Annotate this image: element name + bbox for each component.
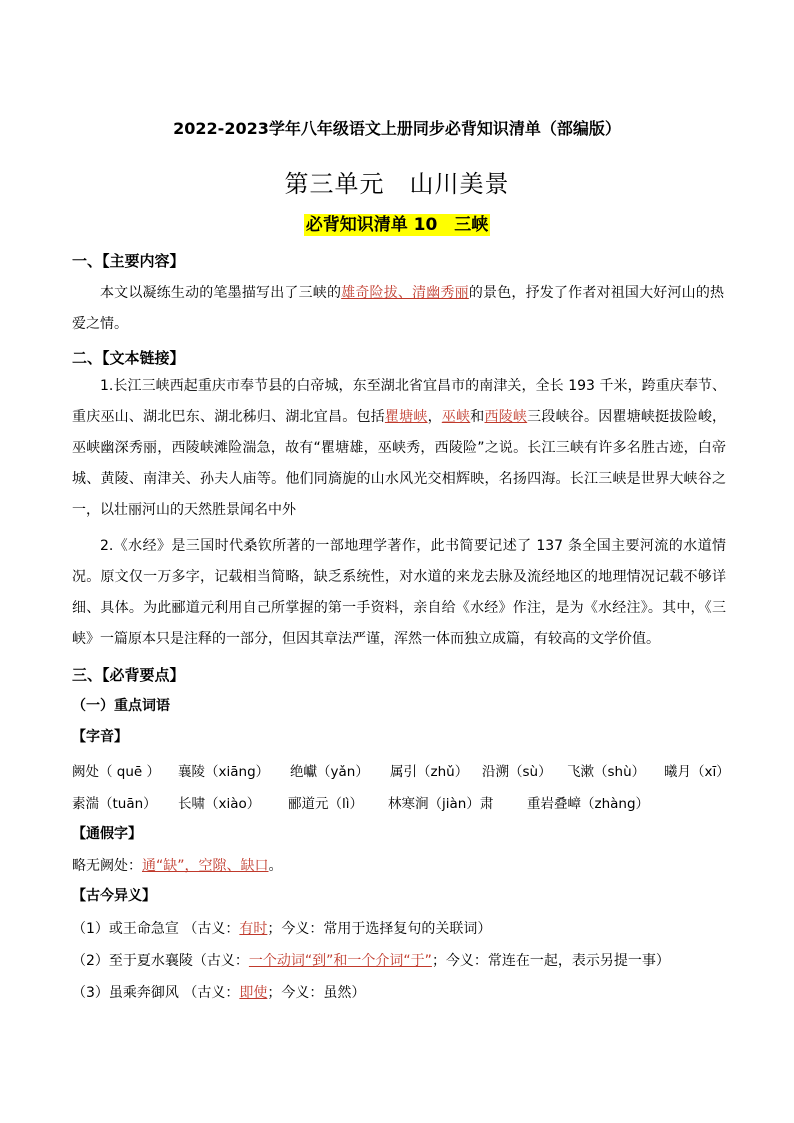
pronunciation-item: 素湍（tuān） (72, 796, 157, 812)
gujin-item-suffix: ；今义：虽然） (267, 985, 366, 1001)
pronunciation-item: 襄陵（xiāng） (178, 764, 270, 780)
subheading-key-words: （一）重点词语 (72, 698, 170, 714)
unit-title: 第三单元 山川美景 (284, 170, 510, 198)
p1-sep-1: ， (427, 409, 442, 425)
p1-text-a: 1.长江三峡西起重庆市奉节县的白帝城，东至湖北省宜昌市的南津关，全长 193 千米，跨重庆奉节、重庆巫山、湖北巴东、湖北秭归、湖北宜昌。包括 (72, 378, 726, 425)
document-title: 2022-2023学年八年级语文上册同步必背知识清单（部编版） (173, 119, 621, 138)
tongjia-line (72, 855, 283, 875)
pronunciation-item: 长啸（xiào） (178, 796, 261, 812)
pronunciation-item: 郦道元（lì） (288, 796, 364, 812)
list-title: 必背知识清单 10 三峡 (305, 215, 489, 235)
gujin-item-prefix: （1）或王命急宣 （古义： (72, 921, 240, 937)
main-content-highlight: 雄奇险拔、清幽秀丽 (341, 285, 469, 301)
pronunciation-item: 阙处（ quē ） (72, 764, 161, 780)
section-heading-text-links: 二、【文本链接】 (72, 349, 185, 367)
text-links-paragraph-2: 2.《水经》是三国时代桑钦所著的一部地理学著作，此书简要记述了 137 条全国主要河流的水道情况。原文仅一万多字，记载相当简略，缺乏系统性，对水道的来龙去脉及流经地区的地理情况记载不够详细、具体。为此郦道元利用自己所掌握的第一手资料，亲自给《水经》作注，是为《水经注》。其中，《三峡》一篇原本只是注释的一部分，但因其章法严谨，浑然一体而独立成篇，有较高的文学价值。 (72, 538, 726, 647)
tongjia-heading: 【通假字】 (72, 826, 142, 842)
gujin-item-prefix: （2）至于夏水襄陵（古义： (72, 953, 249, 969)
main-content-text-after: 的景色，抒发了作者对祖国大好河山的热爱之情。 (72, 285, 725, 332)
gujin-item-suffix: ；今义：常连在一起，表示另提一事） (431, 953, 670, 969)
pronunciation-item: 属引（zhǔ） (390, 764, 469, 780)
gujin-item (72, 982, 365, 1002)
pronunciation-item: 重岩叠嶂（zhàng） (527, 796, 650, 812)
gujin-item (72, 950, 670, 970)
gujin-item (72, 918, 491, 938)
main-content-text-before: 本文以凝练生动的笔墨描写出了三峡的 (100, 285, 342, 301)
tongjia-highlight: 通“缺”，空隙、缺口 (142, 858, 269, 874)
gujin-heading: 【古今异义】 (72, 888, 156, 904)
p1-text-b: 三段峡谷。因瞿塘峡挺拔险峻，巫峡幽深秀丽，西陵峡滩险湍急，故有“瞿塘雄，巫峡秀，西陵险”之说。长江三峡有许多名胜古迹，白帝城、黄陵、南津关、孙夫人庙等。他们同旖旎的山水风光交相辉映，名扬四海。长江三峡是世界大峡谷之一，以壮丽河山的天然胜景闻名中外 (72, 409, 727, 518)
p1-sep-2: 和 (470, 409, 485, 425)
p1-highlight-qutang: 瞿塘峡 (384, 409, 428, 425)
tongjia-prefix: 略无阙处： (72, 858, 142, 874)
p1-highlight-xiling: 西陵峡 (484, 409, 528, 425)
gujin-item-suffix: ；今义：常用于选择复句的关联词） (267, 921, 492, 937)
section-heading-key-points: 三、【必背要点】 (72, 666, 185, 684)
gujin-item-highlight: 即使 (239, 985, 268, 1001)
pronunciation-item: 曦月（xī） (664, 764, 730, 780)
tongjia-suffix: 。 (268, 858, 283, 874)
section-heading-main-content: 一、【主要内容】 (72, 252, 185, 270)
p1-highlight-wuxia: 巫峡 (441, 409, 471, 425)
pronunciation-item: 绝巘（yǎn） (290, 764, 369, 780)
pronunciation-heading: 【字音】 (72, 729, 128, 745)
text-links-paragraph-1 (72, 371, 726, 526)
main-content-paragraph (72, 278, 724, 340)
gujin-item-prefix: （3）虽乘奔御风 （古义： (72, 985, 240, 1001)
pronunciation-item: 沿溯（sù） (482, 764, 552, 780)
gujin-item-highlight: 一个动词“到”和一个介词“于” (248, 953, 432, 969)
list-title-wrap (0, 210, 794, 235)
pronunciation-item: 林寒涧（jiàn）肃 (388, 796, 494, 812)
gujin-item-highlight: 有时 (239, 921, 268, 937)
pronunciation-item: 飞漱（shù） (567, 764, 646, 780)
